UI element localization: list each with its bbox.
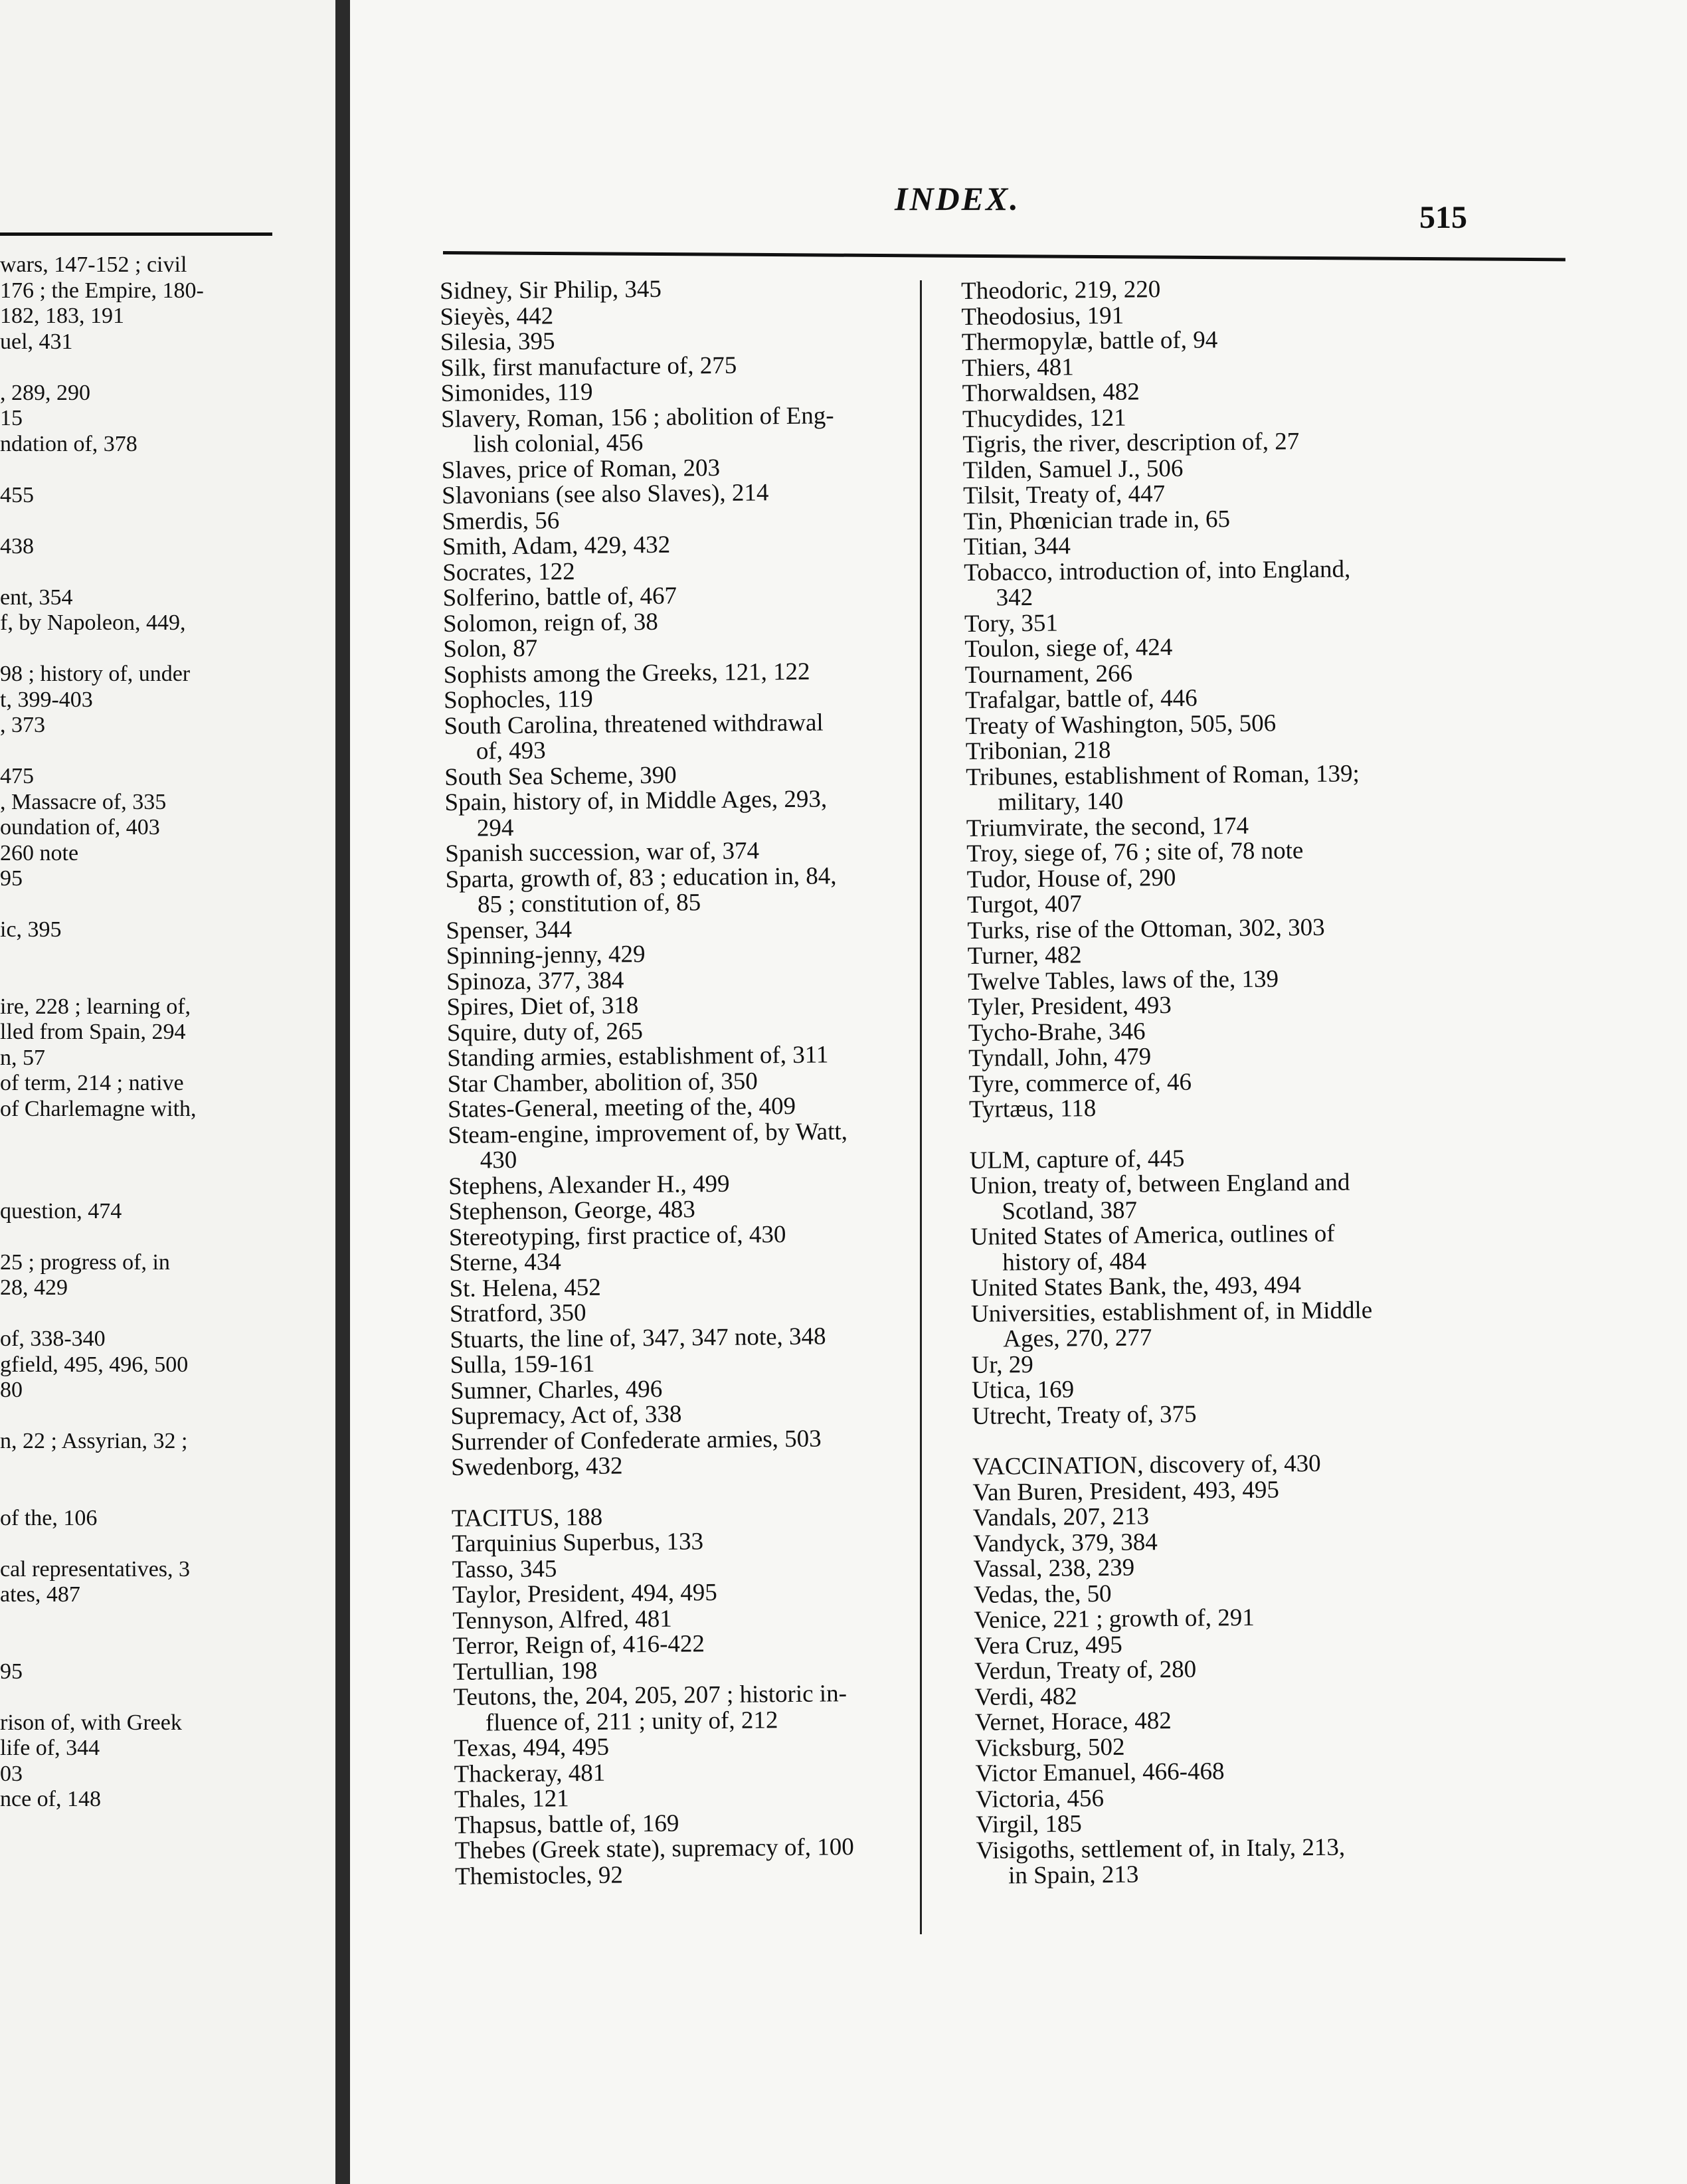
index-entry: States-General, meeting of the, 409 bbox=[447, 1092, 796, 1123]
index-entry: Themistocles, 92 bbox=[454, 1861, 624, 1890]
index-entry: Victoria, 456 bbox=[975, 1784, 1105, 1813]
index-entry: Tyndall, John, 479 bbox=[968, 1043, 1152, 1072]
index-entry: Standing armies, establishment of, 311 bbox=[447, 1041, 829, 1072]
index-entry: Texas, 494, 495 bbox=[454, 1733, 610, 1762]
index-entry: Stephens, Alexander H., 499 bbox=[448, 1170, 730, 1200]
index-entry: fluence of, 211 ; unity of, 212 bbox=[485, 1706, 778, 1736]
index-entry: Tyrtæus, 118 bbox=[968, 1095, 1097, 1123]
left-fragment-line: n, 57 bbox=[0, 1045, 45, 1070]
index-entry: United States of America, outlines of bbox=[970, 1220, 1335, 1251]
index-entry: Sparta, growth of, 83 ; education in, 84, bbox=[445, 862, 837, 893]
index-entry: Tertullian, 198 bbox=[452, 1657, 598, 1686]
index-entry: Sterne, 434 bbox=[449, 1248, 561, 1277]
left-fragment-line: of, 338-340 bbox=[0, 1326, 106, 1351]
index-column-1 bbox=[440, 274, 960, 1890]
index-entry: Spinning-jenny, 429 bbox=[446, 941, 646, 970]
index-entry: Toulon, siege of, 424 bbox=[964, 633, 1173, 663]
index-entry: Stephenson, George, 483 bbox=[448, 1196, 695, 1226]
index-entry: 85 ; constitution of, 85 bbox=[477, 889, 701, 919]
left-fragment-line: nce of, 148 bbox=[0, 1787, 102, 1811]
index-entry: Tory, 351 bbox=[964, 609, 1059, 638]
left-fragment-line: 15 bbox=[0, 406, 23, 430]
left-fragment-line: 80 bbox=[0, 1378, 23, 1402]
left-fragment-line: 475 bbox=[0, 764, 34, 788]
index-entry: Tigris, the river, description of, 27 bbox=[962, 428, 1300, 458]
index-entry: Spires, Diet of, 318 bbox=[446, 992, 639, 1021]
index-entry: of, 493 bbox=[476, 737, 546, 765]
index-entry: Turgot, 407 bbox=[966, 890, 1082, 919]
index-entry: Utrecht, Treaty of, 375 bbox=[972, 1400, 1197, 1430]
index-entry: Visigoths, settlement of, in Italy, 213, bbox=[976, 1833, 1346, 1865]
index-entry: Vandals, 207, 213 bbox=[972, 1502, 1150, 1532]
left-fragment-line: f, by Napoleon, 449, bbox=[0, 610, 186, 635]
index-entry: Theodoric, 219, 220 bbox=[960, 276, 1161, 305]
index-entry: Terror, Reign of, 416-422 bbox=[452, 1630, 705, 1660]
index-entry: Turner, 482 bbox=[967, 941, 1082, 970]
index-entry: Van Buren, President, 493, 495 bbox=[972, 1475, 1280, 1506]
index-entry: Tournament, 266 bbox=[964, 660, 1133, 689]
index-entry: Squire, duty of, 265 bbox=[446, 1017, 644, 1047]
index-entry: Sumner, Charles, 496 bbox=[450, 1375, 663, 1405]
index-column-2 bbox=[961, 274, 1481, 1890]
index-entry: Tilden, Samuel J., 506 bbox=[962, 454, 1184, 484]
index-entry: Tennyson, Alfred, 481 bbox=[452, 1605, 672, 1635]
page-title: INDEX. bbox=[895, 180, 1020, 217]
left-page-fragment bbox=[0, 0, 335, 2184]
index-entry: Vandyck, 379, 384 bbox=[973, 1528, 1158, 1558]
index-entry: Titian, 344 bbox=[963, 532, 1071, 561]
index-page bbox=[350, 0, 1687, 2184]
index-entry: Ur, 29 bbox=[971, 1350, 1033, 1379]
left-fragment-line: question, 474 bbox=[0, 1198, 122, 1224]
index-entry: Thermopylæ, battle of, 94 bbox=[961, 326, 1218, 356]
left-fragment-line: of term, 214 ; native bbox=[0, 1071, 184, 1095]
index-entry: Star Chamber, abolition of, 350 bbox=[447, 1067, 758, 1098]
index-entry: Smerdis, 56 bbox=[442, 506, 560, 535]
index-entry: Vassal, 238, 239 bbox=[973, 1554, 1135, 1583]
left-fragment-line: 176 ; the Empire, 180- bbox=[0, 278, 204, 303]
index-entry: Vera Cruz, 495 bbox=[974, 1631, 1122, 1660]
index-entry: Thorwaldsen, 482 bbox=[962, 378, 1140, 407]
left-page-rule bbox=[0, 232, 272, 236]
index-entry: history of, 484 bbox=[1002, 1247, 1147, 1276]
index-entry: Surrender of Confederate armies, 503 bbox=[450, 1425, 822, 1456]
left-fragment-line: rison of, with Greek bbox=[0, 1710, 182, 1735]
index-entry: 342 bbox=[996, 583, 1033, 612]
index-entry: Venice, 221 ; growth of, 291 bbox=[974, 1603, 1255, 1634]
index-entry: Tin, Phœnician trade in, 65 bbox=[963, 505, 1231, 535]
index-entry: VACCINATION, discovery of, 430 bbox=[972, 1449, 1321, 1481]
index-entry: 430 bbox=[480, 1146, 517, 1174]
left-fragment-line: ndation of, 378 bbox=[0, 431, 137, 456]
left-fragment-line: ates, 487 bbox=[0, 1582, 80, 1607]
index-entry: Vedas, the, 50 bbox=[973, 1580, 1112, 1609]
index-entry: Scotland, 387 bbox=[1002, 1196, 1138, 1225]
index-entry: South Carolina, threatened withdrawal bbox=[444, 708, 824, 740]
index-entry: Twelve Tables, laws of the, 139 bbox=[967, 964, 1279, 996]
index-entry: Thiers, 481 bbox=[962, 353, 1075, 382]
left-fragment-line: , 373 bbox=[0, 713, 45, 737]
index-entry: St. Helena, 452 bbox=[449, 1273, 601, 1303]
index-entry: Tyler, President, 493 bbox=[968, 992, 1172, 1021]
index-entry: Stereotyping, first practice of, 430 bbox=[448, 1220, 786, 1251]
index-entry: Swedenborg, 432 bbox=[450, 1452, 623, 1481]
index-entry: Union, treaty of, between England and bbox=[969, 1168, 1350, 1200]
left-fragment-line: wars, 147-152 ; civil bbox=[0, 252, 187, 277]
index-entry: Teutons, the, 204, 205, 207 ; historic in- bbox=[453, 1680, 847, 1711]
index-entry: Trafalgar, battle of, 446 bbox=[964, 684, 1198, 714]
left-fragment-line: ent, 354 bbox=[0, 585, 73, 610]
left-fragment-line: 98 ; history of, under bbox=[0, 662, 191, 686]
index-entry: Spinoza, 377, 384 bbox=[446, 966, 624, 996]
left-fragment-line: gfield, 495, 496, 500 bbox=[0, 1352, 189, 1377]
left-fragment-line: ire, 228 ; learning of, bbox=[0, 994, 191, 1019]
index-entry: TACITUS, 188 bbox=[451, 1503, 603, 1532]
index-entry: Triumvirate, the second, 174 bbox=[966, 812, 1249, 842]
index-entry: Taylor, President, 494, 495 bbox=[452, 1579, 717, 1609]
left-fragment-line: ic, 395 bbox=[0, 917, 62, 942]
left-fragment-line: t, 399-403 bbox=[0, 687, 93, 712]
index-entry: Stratford, 350 bbox=[449, 1299, 586, 1328]
left-fragment-line: 438 bbox=[0, 533, 34, 559]
index-entry: Utica, 169 bbox=[971, 1376, 1075, 1404]
book-gutter bbox=[335, 0, 350, 2184]
index-entry: Solon, 87 bbox=[443, 634, 538, 663]
index-entry: Slavery, Roman, 156 ; abolition of Eng- bbox=[440, 401, 834, 433]
index-entry: Vernet, Horace, 482 bbox=[974, 1707, 1172, 1736]
index-entry: Verdi, 482 bbox=[974, 1682, 1077, 1711]
index-entry: Tobacco, introduction of, into England, bbox=[964, 555, 1351, 587]
index-entry: Vicksburg, 502 bbox=[975, 1733, 1125, 1762]
index-entry: Steam-engine, improvement of, by Watt, bbox=[448, 1117, 848, 1149]
index-entry: South Sea Scheme, 390 bbox=[444, 761, 677, 791]
index-entry: Tycho-Brahe, 346 bbox=[968, 1017, 1146, 1047]
index-entry: Smith, Adam, 429, 432 bbox=[442, 531, 671, 561]
index-entry: Tribunes, establishment of Roman, 139; bbox=[966, 759, 1360, 791]
left-fragment-line: uel, 431 bbox=[0, 329, 73, 354]
left-fragment-line: oundation of, 403 bbox=[0, 815, 160, 840]
index-entry: ULM, capture of, 445 bbox=[969, 1144, 1185, 1174]
index-entry: 294 bbox=[476, 814, 514, 842]
index-entry: Treaty of Washington, 505, 506 bbox=[965, 709, 1277, 740]
index-entry: Socrates, 122 bbox=[442, 557, 575, 587]
index-entry: Turks, rise of the Ottoman, 302, 303 bbox=[967, 913, 1325, 945]
index-entry: Slavonians (see also Slaves), 214 bbox=[441, 479, 769, 509]
index-entry: Universities, establishment of, in Middle bbox=[970, 1296, 1373, 1328]
left-fragment-line: , 289, 290 bbox=[0, 380, 90, 405]
index-entry: Thapsus, battle of, 169 bbox=[454, 1809, 679, 1839]
index-entry: Troy, siege of, 76 ; site of, 78 note bbox=[966, 837, 1304, 867]
left-fragment-line: 03 bbox=[0, 1761, 23, 1786]
index-entry: Stuarts, the line of, 347, 347 note, 348 bbox=[450, 1322, 826, 1354]
left-fragment-line: 28, 429 bbox=[0, 1275, 68, 1300]
index-entry: Thackeray, 481 bbox=[454, 1759, 606, 1788]
index-entry: Slaves, price of Roman, 203 bbox=[441, 454, 721, 484]
left-fragment-line: 95 bbox=[0, 1659, 23, 1684]
index-entry: Simonides, 119 bbox=[440, 378, 593, 407]
index-entry: Tudor, House of, 290 bbox=[966, 864, 1176, 893]
page-number: 515 bbox=[1419, 200, 1467, 235]
index-entry: in Spain, 213 bbox=[1008, 1861, 1139, 1890]
index-entry: Solomon, reign of, 38 bbox=[442, 608, 658, 638]
index-entry: Tyre, commerce of, 46 bbox=[968, 1068, 1192, 1098]
index-entry: Silk, first manufacture of, 275 bbox=[440, 351, 737, 382]
index-entry: Sophocles, 119 bbox=[443, 685, 594, 714]
header-rule bbox=[443, 251, 1565, 261]
index-entry: United States Bank, the, 493, 494 bbox=[970, 1271, 1302, 1302]
index-entry: Sidney, Sir Philip, 345 bbox=[439, 275, 662, 305]
index-entry: Silesia, 395 bbox=[440, 327, 555, 356]
left-fragment-line: n, 22 ; Assyrian, 32 ; bbox=[0, 1429, 188, 1453]
left-fragment-line: lled from Spain, 294 bbox=[0, 1020, 186, 1044]
left-fragment-line: 95 bbox=[0, 866, 23, 891]
index-entry: Spain, history of, in Middle Ages, 293, bbox=[444, 785, 828, 816]
index-entry: Verdun, Treaty of, 280 bbox=[974, 1655, 1197, 1685]
index-entry: Tribonian, 218 bbox=[965, 736, 1111, 765]
left-fragment-line: of Charlemagne with, bbox=[0, 1096, 197, 1121]
index-entry: military, 140 bbox=[998, 787, 1124, 816]
index-entry: Sieyès, 442 bbox=[440, 302, 554, 331]
index-entry: Solferino, battle of, 467 bbox=[442, 582, 677, 612]
index-entry: Sulla, 159-161 bbox=[450, 1350, 595, 1379]
index-entry: Sophists among the Greeks, 121, 122 bbox=[443, 658, 810, 689]
index-entry: Thales, 121 bbox=[454, 1785, 569, 1813]
left-fragment-line: 25 ; progress of, in bbox=[0, 1249, 170, 1275]
index-entry: Tasso, 345 bbox=[452, 1554, 557, 1584]
index-entry: Thucydides, 121 bbox=[962, 404, 1126, 433]
index-entry: Spanish succession, war of, 374 bbox=[445, 837, 760, 867]
index-entry: Thebes (Greek state), supremacy of, 100 bbox=[454, 1833, 854, 1865]
index-entry: Tilsit, Treaty of, 447 bbox=[962, 480, 1166, 509]
index-entry: lish colonial, 456 bbox=[473, 429, 644, 458]
index-entry: Tarquinius Superbus, 133 bbox=[452, 1528, 704, 1558]
index-entry: Victor Emanuel, 466-468 bbox=[975, 1758, 1225, 1787]
index-entry: Spenser, 344 bbox=[446, 915, 573, 945]
left-fragment-line: 260 note bbox=[0, 840, 79, 865]
left-fragment-line: of the, 106 bbox=[0, 1505, 98, 1530]
left-fragment-line: life of, 344 bbox=[0, 1736, 100, 1760]
index-entry: Theodosius, 191 bbox=[961, 302, 1124, 331]
left-fragment-line: cal representatives, 3 bbox=[0, 1556, 191, 1582]
index-entry: Supremacy, Act of, 338 bbox=[450, 1400, 682, 1430]
index-entry: Ages, 270, 277 bbox=[1003, 1324, 1152, 1353]
left-fragment-line: , Massacre of, 335 bbox=[0, 789, 167, 814]
index-entry: Virgil, 185 bbox=[976, 1810, 1083, 1839]
left-fragment-line: 182, 183, 191 bbox=[0, 304, 124, 328]
left-fragment-line: 455 bbox=[0, 482, 34, 507]
